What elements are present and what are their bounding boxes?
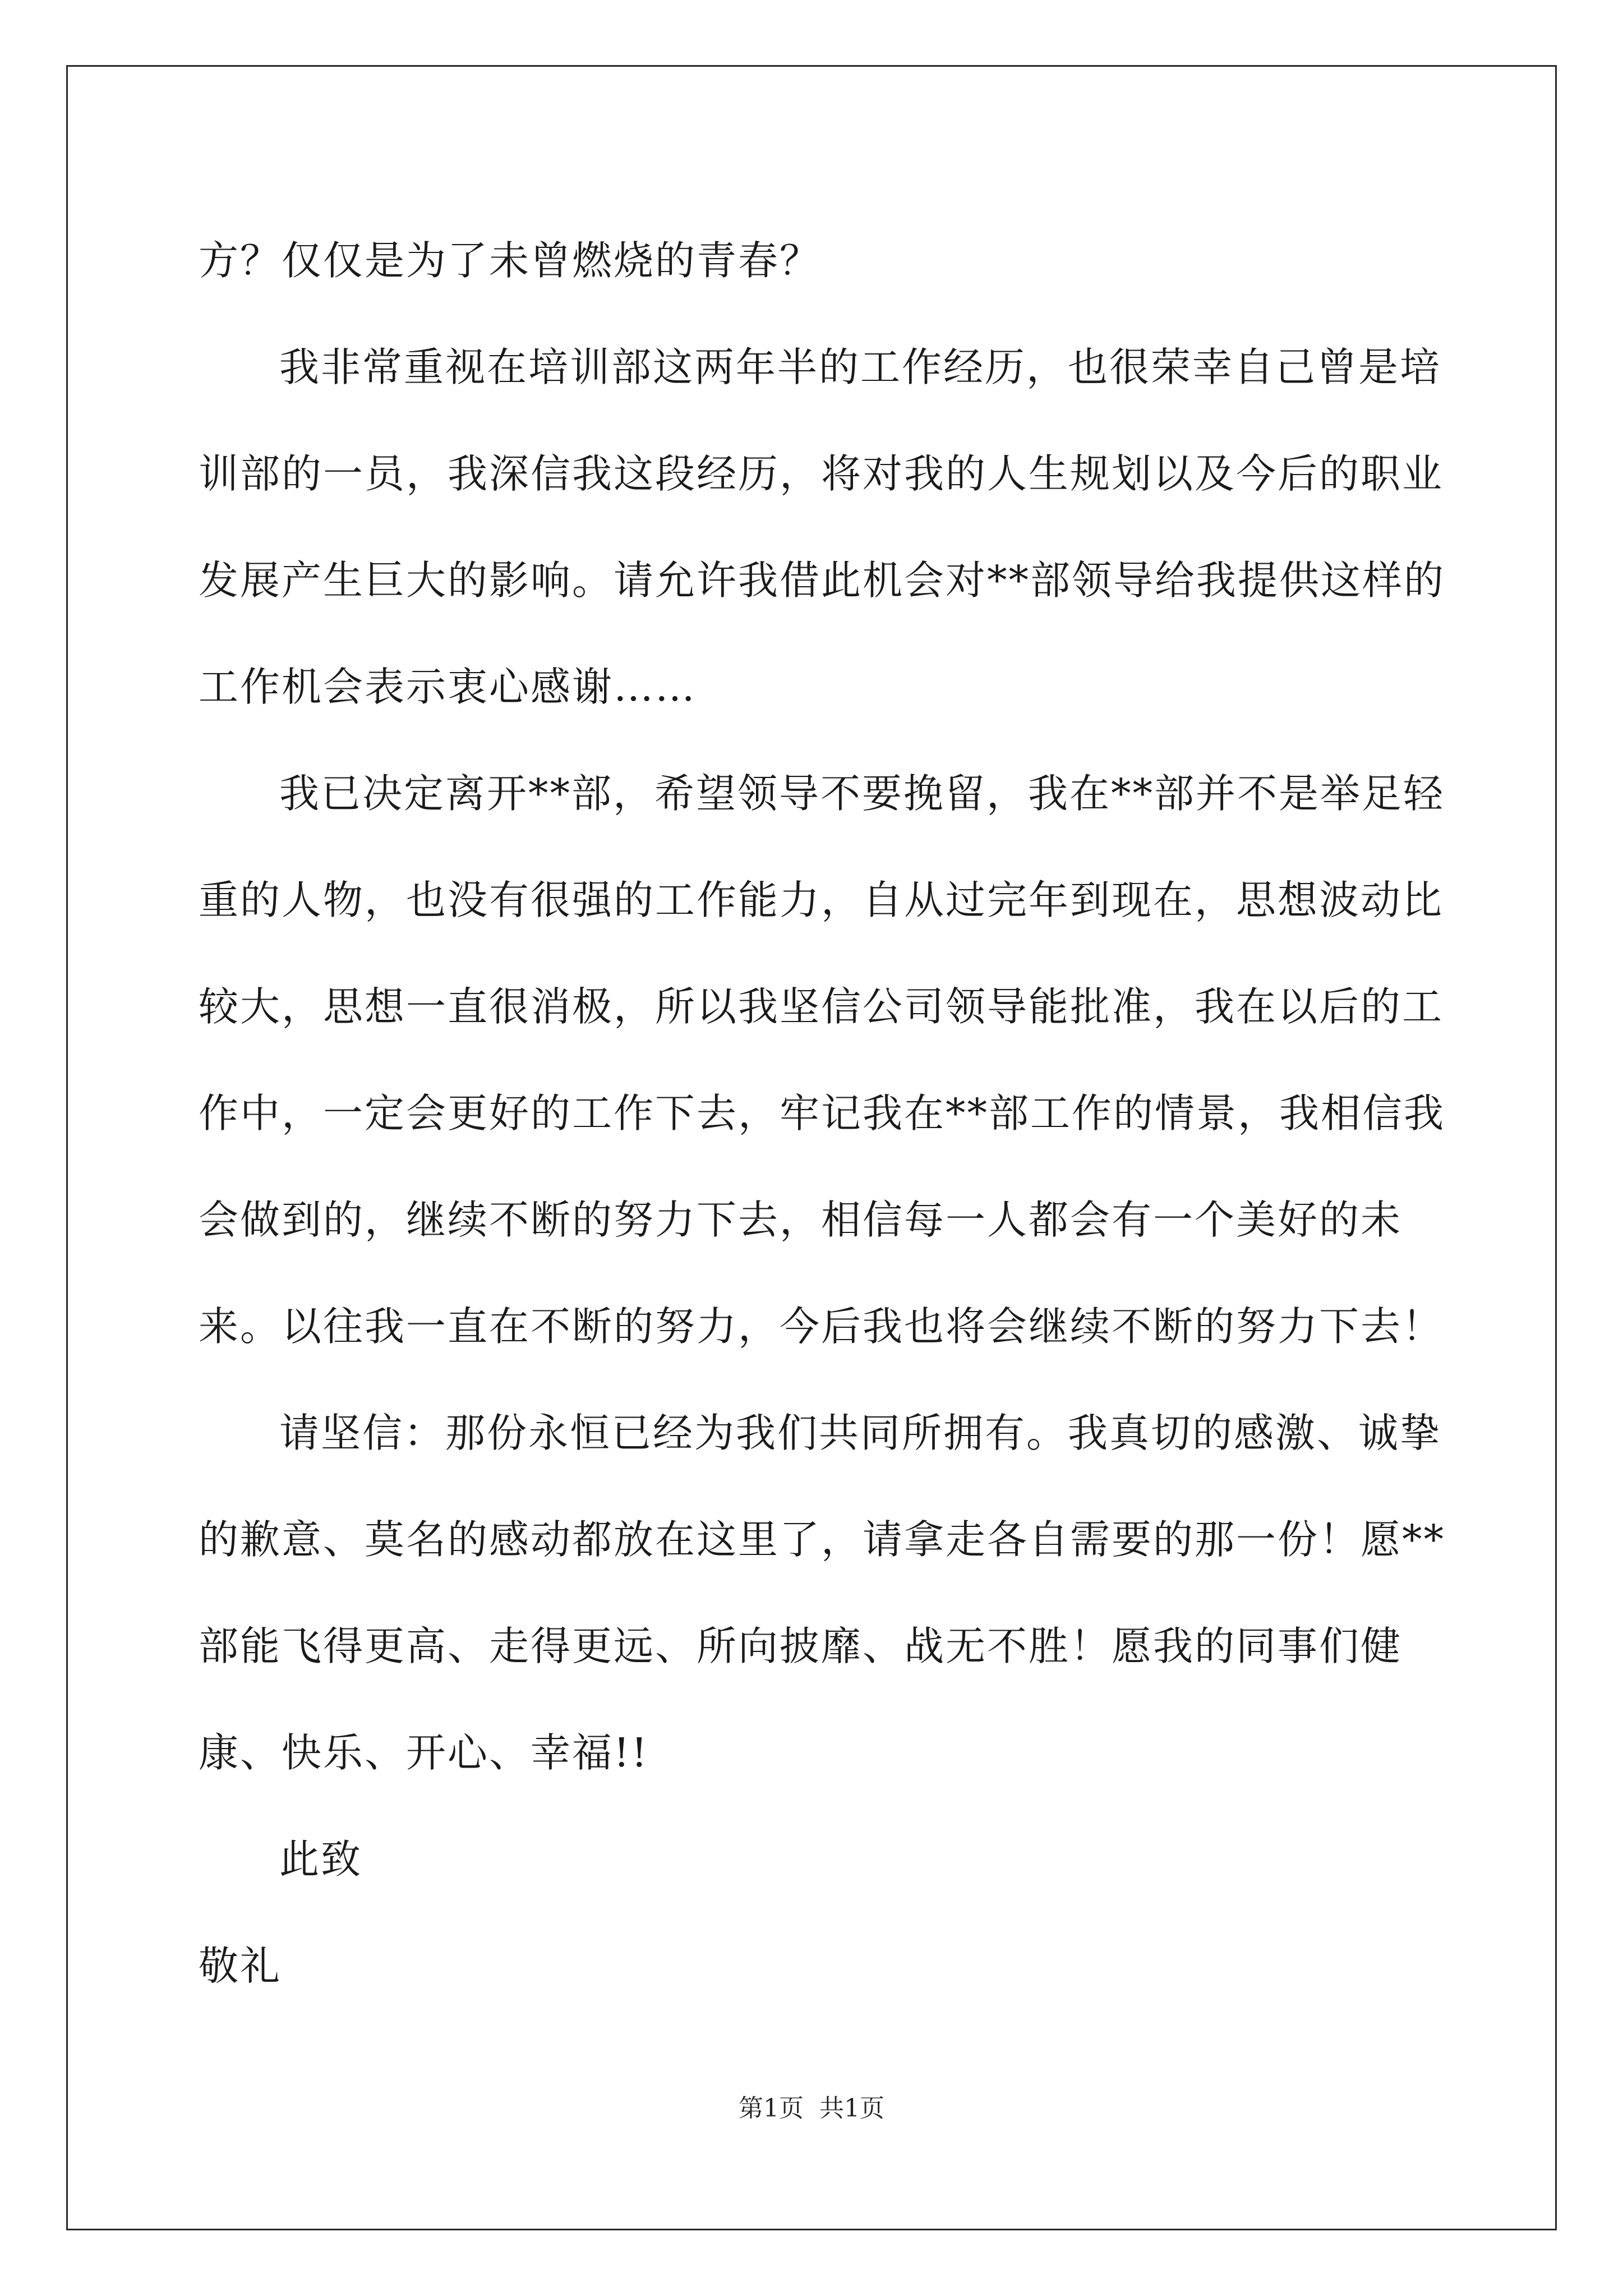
page-footer	[0, 2088, 1623, 2124]
page-number: 第1页	[739, 2094, 804, 2123]
page-total: 共1页	[819, 2094, 884, 2123]
letter-body	[199, 208, 1460, 2019]
closing-regards: 敬礼	[199, 1943, 282, 1989]
paragraph-gratitude: 我非常重视在培训部这两年半的工作经历，也很荣幸自己曾是培训部的一员，我深信我这段经历，将对我的人生规划以及今后的职业发展产生巨大的影响。请允许我借此机会对**部领导给我提供这样的工作机会表示衷心感谢……	[199, 344, 1446, 710]
paragraph-decision: 我已决定离开**部，希望领导不要挽留，我在**部并不是举足轻重的人物，也没有很强的工作能力，自从过完年到现在，思想波动比较大，思想一直很消极，所以我坚信公司领导能批准，我在以后的工作中，一定会更好的工作下去，牢记我在**部工作的情景，我相信我会做到的，继续不断的努力下去，相信每一人都会有一个美好的未来。以往我一直在不断的努力，今后我也将会继续不断的努力下去！	[199, 770, 1446, 1350]
paragraph-wishes: 请坚信：那份永恒已经为我们共同所拥有。我真切的感激、诚挚的歉意、莫名的感动都放在这里了，请拿走各自需要的那一份！愿**部能飞得更高、走得更远、所向披靡、战无不胜！愿我的同事们健康、快乐、开心、幸福!!	[199, 1410, 1446, 1776]
paragraph-continuation: 方？仅仅是为了未曾燃烧的青春？	[199, 237, 822, 284]
closing-salutation: 此致	[279, 1836, 363, 1883]
